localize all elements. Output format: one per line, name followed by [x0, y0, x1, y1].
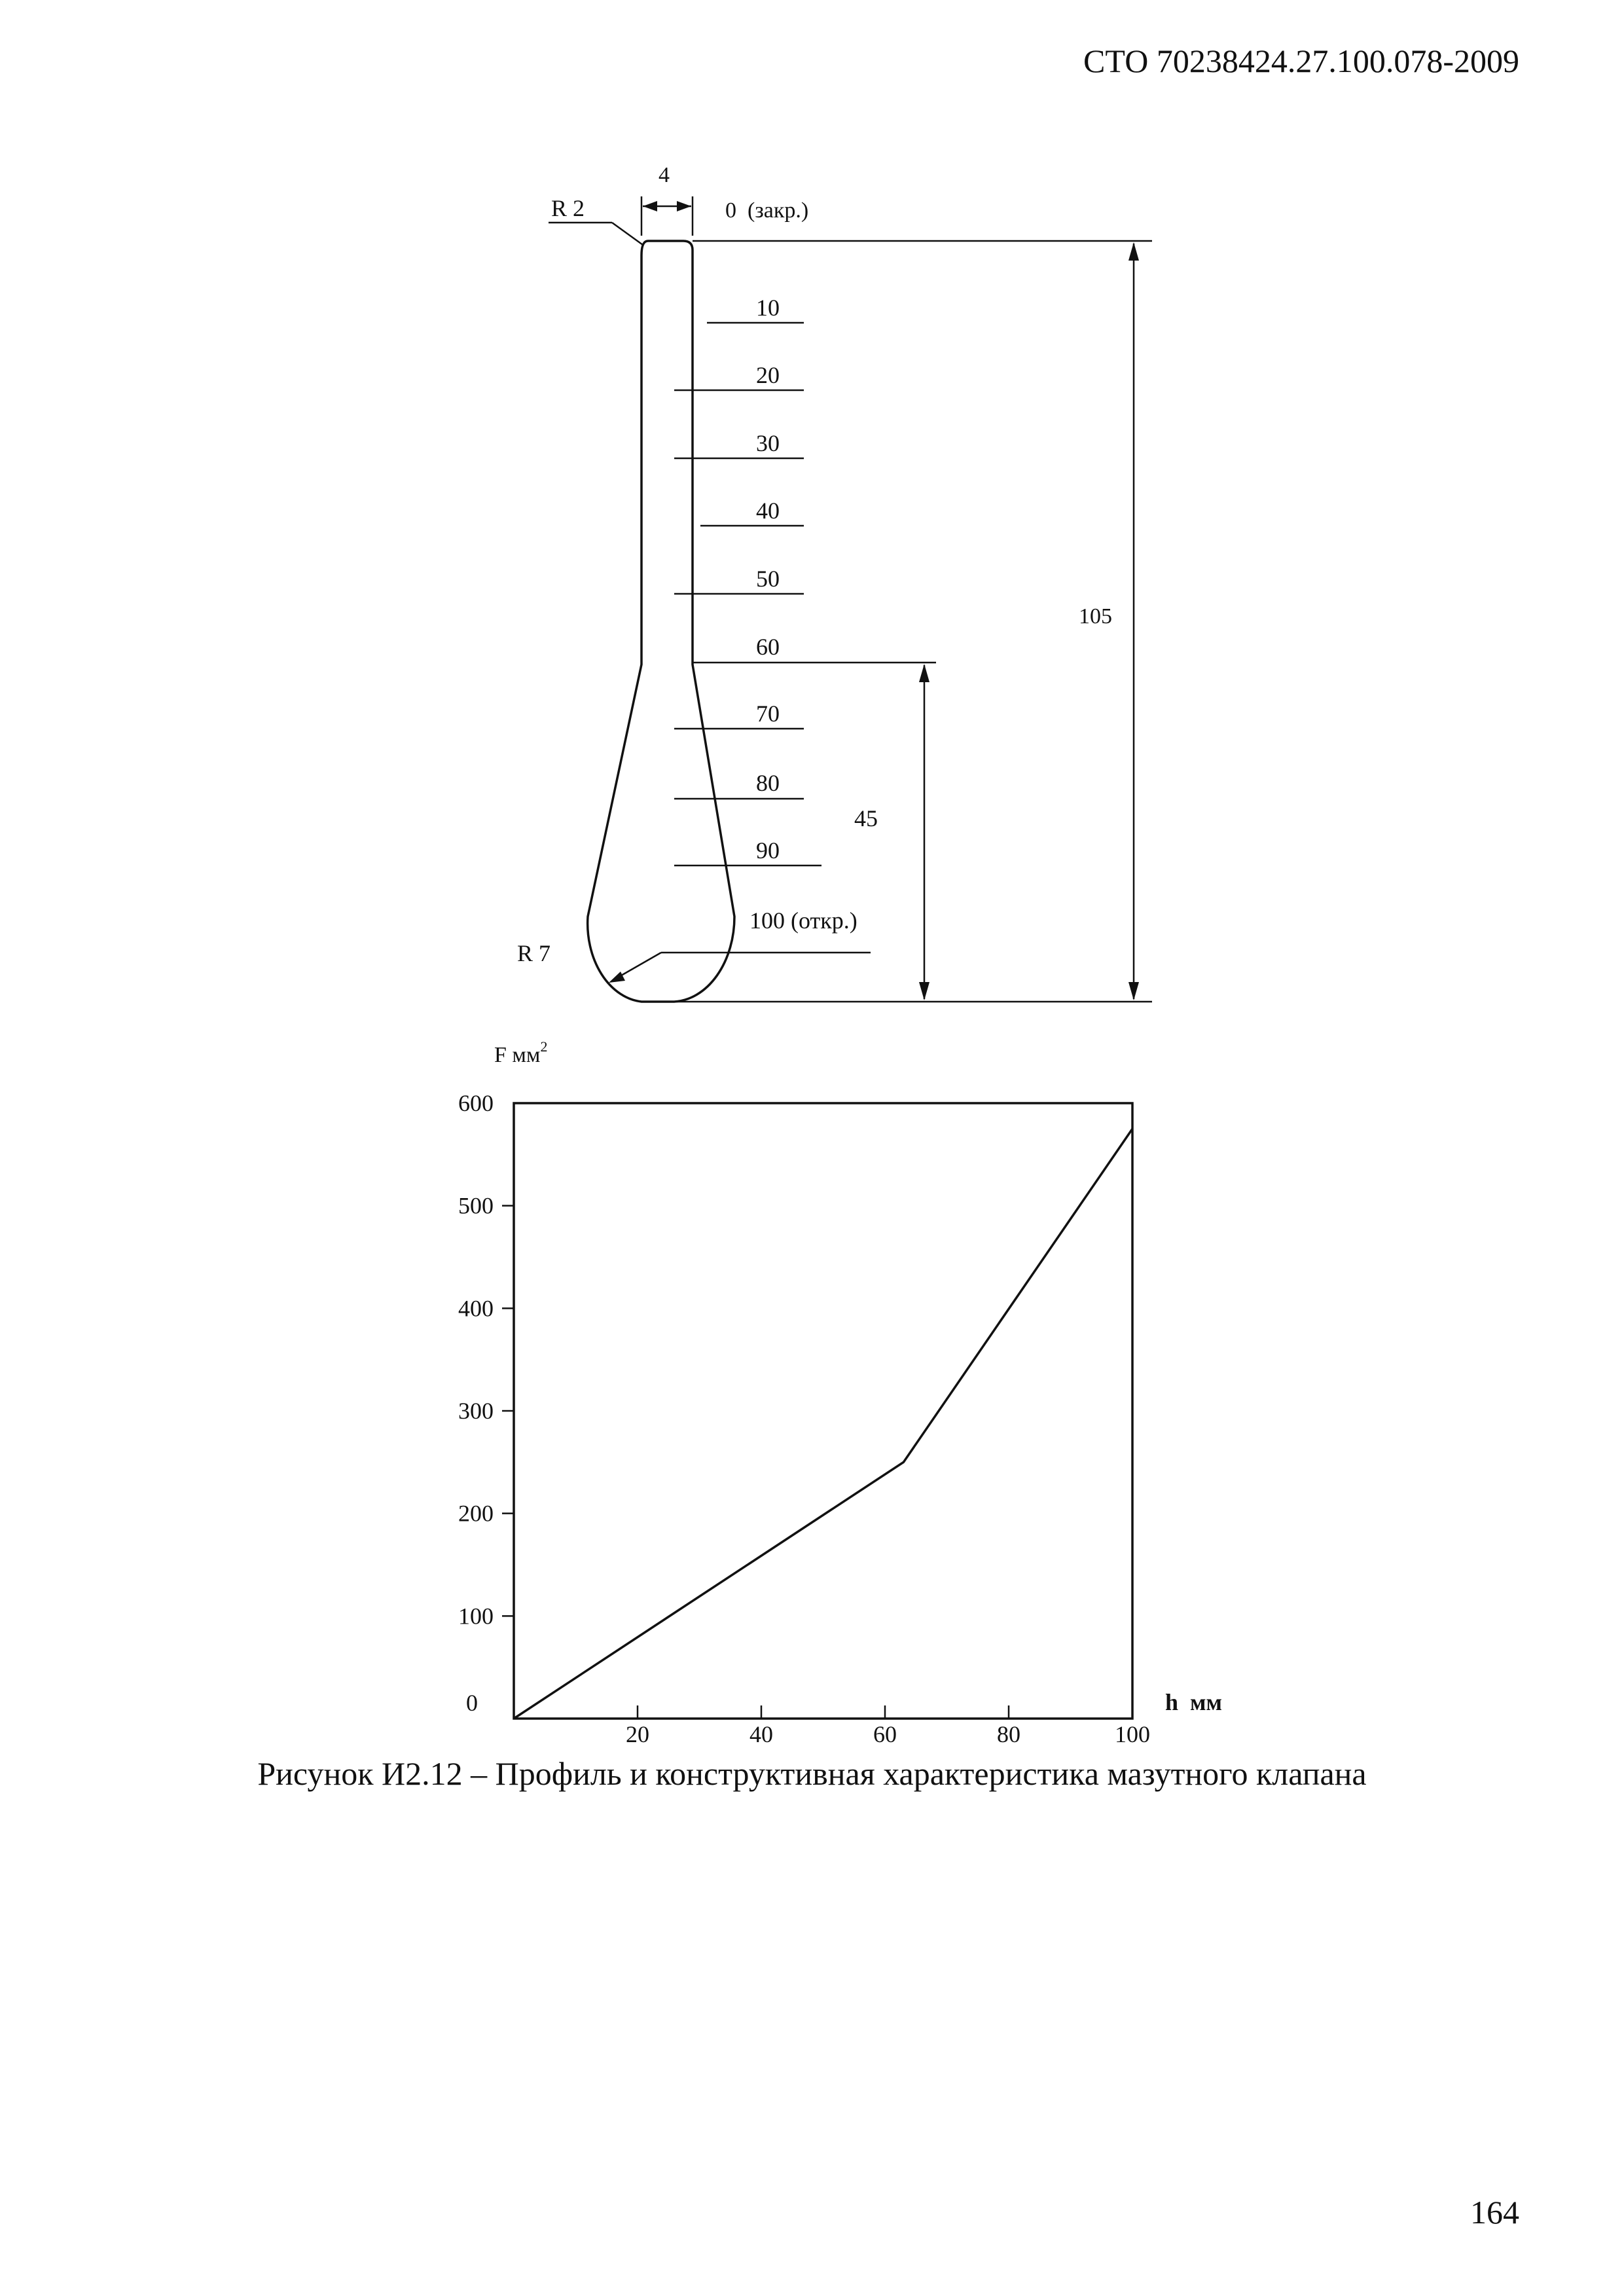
scale-label-40: 40: [756, 498, 780, 524]
figure-caption: Рисунок И2.12 – Профиль и конструктивная характеристика мазутного клапана: [257, 1755, 1367, 1792]
x-axis-label: h мм: [1165, 1689, 1223, 1715]
page-number: 164: [1470, 2194, 1519, 2231]
document-code: СТО 70238424.27.100.078-2009: [1083, 43, 1519, 79]
x-tick-label-40: 40: [749, 1721, 773, 1747]
y-axis-label-superscript: 2: [540, 1038, 548, 1055]
dim-45-label: 45: [854, 805, 878, 831]
width-arrow-right: [677, 201, 691, 211]
scale-label-60: 60: [756, 634, 780, 660]
plot-frame: [514, 1103, 1132, 1719]
scale-label-90: 90: [756, 837, 780, 864]
dim-105-label: 105: [1079, 604, 1112, 629]
y-axis-label: [494, 1038, 547, 1067]
x-tick-label-20: 20: [626, 1721, 649, 1747]
x-axis-ticks: [626, 1705, 1150, 1747]
dim-45-arrow-bottom: [919, 982, 929, 1000]
radius-bottom-arrow: [609, 972, 625, 983]
y-tick-label-300: 300: [458, 1398, 494, 1424]
dim-105-arrow-top: [1128, 242, 1139, 261]
x-tick-label-60: 60: [873, 1721, 897, 1747]
width-dim-label: 4: [659, 163, 670, 187]
scale-label-50: 50: [756, 566, 780, 592]
y-tick-label-600: 600: [458, 1090, 494, 1116]
scale-label-20: 20: [756, 362, 780, 388]
scale-label-0: 0 (закр.): [725, 198, 809, 223]
x-tick-label-80: 80: [997, 1721, 1020, 1747]
y-axis-ticks: [458, 1090, 514, 1716]
y-tick-label-0: 0: [466, 1690, 478, 1716]
width-arrow-left: [643, 201, 657, 211]
scale-label-100: 100 (откр.): [749, 907, 857, 934]
radius-top-label: R 2: [551, 195, 585, 221]
valve-profile-drawing: [517, 163, 1152, 1002]
scale-label-10: 10: [756, 295, 780, 321]
characteristic-chart: [458, 1038, 1222, 1747]
radius-top-leader: [612, 223, 643, 245]
scale-label-30: 30: [756, 430, 780, 456]
y-tick-label-500: 500: [458, 1192, 494, 1219]
y-tick-label-200: 200: [458, 1500, 494, 1527]
scale-label-70: 70: [756, 701, 780, 727]
profile-outline: [588, 241, 734, 1002]
y-tick-label-400: 400: [458, 1295, 494, 1322]
dim-105-arrow-bottom: [1128, 982, 1139, 1000]
series-line-f-h: [514, 1129, 1132, 1719]
y-tick-label-100: 100: [458, 1603, 494, 1630]
x-tick-label-100: 100: [1115, 1721, 1150, 1747]
y-axis-label-text: F мм: [494, 1043, 541, 1067]
dim-45-arrow-top: [919, 664, 929, 682]
radius-bottom-label: R 7: [517, 940, 551, 966]
scale-label-80: 80: [756, 770, 780, 796]
